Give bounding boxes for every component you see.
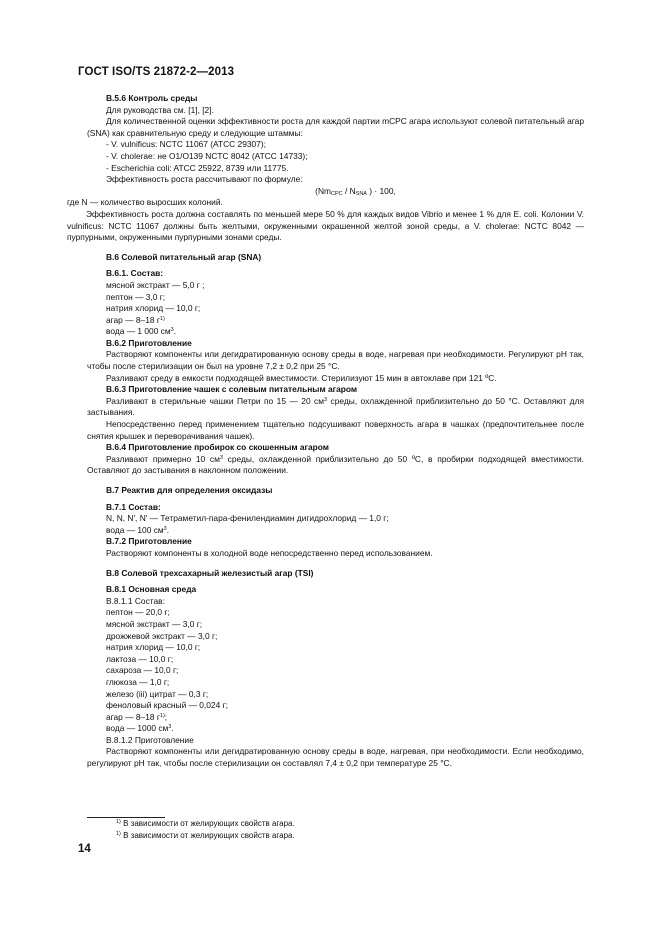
strain-item: - V. vulnificus: NCTC 11067 (ATCC 29307); [106, 139, 266, 150]
subsection-title: B.6.1. Состав: [106, 268, 164, 279]
paragraph: Разливают среду в емкости подходящей вместимости. Стерилизуют 15 мин в автоклаве при 121 ºС. [106, 372, 497, 383]
subsection-title: B.6.2 Приготовление [106, 337, 192, 348]
composition-item: дрожжевой экстракт — 3,0 г; [106, 630, 218, 641]
subsection-label: B.8.1.2 Приготовление [106, 734, 194, 745]
paragraph: Растворяют компоненты или дегидратированную основу среды в воде, нагревая, при необходимости. Если необходимо, регулируют рН так, чтобы после стерилизации он составлял 7,4 ± 0,2 при температуре 25 °С. [87, 746, 584, 769]
section-title-b7: B.7 Реактив для определения оксидазы [106, 485, 273, 495]
subsection-title: B.6.3 Приготовление чашек с солевым питательным агаром [106, 384, 358, 395]
section-title-b6: B.6 Солевой питательный агар (SNA) [106, 251, 262, 262]
subsection-title: B.6.4 Приготовление пробирок со скошенным агаром [106, 442, 329, 453]
subsection-title: B.7.1 Состав: [106, 501, 161, 512]
paragraph: Для количественной оценки эффективности роста для каждой партии mCPC агара используют солевой питательный агар (SNA) как сравнительную среду и следующие штаммы: [87, 116, 584, 138]
formula-explanation: где N — количество выросших колоний. [67, 197, 223, 208]
composition-item: феноловый красный — 0,024 г; [106, 700, 228, 711]
growth-formula: ($Nm_{CPC} / N_{SNA}$ ) · 100, [315, 185, 396, 197]
section-title-b56: B.5.6 Контроль среды [106, 93, 198, 103]
paragraph: Разливают в стерильные чашки Петри по 15 — 20 $см^3$ среды, охлажденной приблизительно до 50 °С. Оставляют для застывания. [87, 395, 584, 418]
paragraph: Растворяют компоненты или дегидратированную основу среды в воде, нагревая при необходимости. Регулируют рН так, чтобы после стерилизации он был на уровне 7,2 ± 0,2 при 25 °С. [87, 349, 584, 372]
composition-item: железо (iii) цитрат — 0,3 г; [106, 688, 209, 699]
subsection-title: B.7.2 Приготовление [106, 536, 192, 547]
strain-item: - V. cholerae: не О1/О139 NCTC 8042 (ATCC 14733); [106, 150, 308, 161]
subsection-title: B.8.1 Основная среда [106, 584, 197, 595]
page-content [67, 93, 584, 770]
subsection-label: B.8.1.1 Состав: [106, 595, 165, 606]
composition-item: пептон — 20,0 г; [106, 607, 170, 618]
composition-item: натрия хлорид — 10,0 г; [106, 303, 201, 314]
composition-item: вода — 1000 $см^3$. [106, 723, 174, 734]
composition-item: сахароза — 10,0 г; [106, 665, 179, 676]
page-number: 14 [78, 843, 91, 855]
composition-item: мясной экстракт — 3,0 г; [106, 618, 203, 629]
composition-item: агар — 8–18 $г^{1)}$ [106, 314, 165, 325]
composition-item: вода — 100 $см^3$. [106, 524, 170, 535]
standard-header: ГОСТ ISO/TS 21872-2—2013 [78, 66, 235, 78]
paragraph: Непосредственно перед применением тщательно подсушивают поверхность агара в чашках (предпочтительнее после снятия крышек и переворачивания чашек). [87, 419, 584, 441]
composition-item: глюкоза — 1,0 г; [106, 676, 170, 687]
composition-item: N, N, N', N' — Тетраметил-пара-фенилендиамин дигидрохлорид — 1,0 г; [106, 513, 389, 524]
footnote-separator [87, 817, 165, 818]
footnote: $^{1)}$ В зависимости от желирующих свойств агара. [116, 819, 295, 828]
paragraph: Разливают примерно 10 $см^3$ среды, охлажденной приблизительно до 50 ºС, в пробирки подходящей вместимости. Оставляют до застывания в наклонном положении. [87, 453, 584, 476]
paragraph: Для руководства см. [1], [2]. [106, 104, 214, 115]
strain-item: - Escherichia coli: ATCC 25922, 8739 или 11775. [106, 162, 289, 173]
composition-item: мясной экстракт — 5,0 г ; [106, 279, 205, 290]
paragraph: Эффективность роста должна составлять по меньшей мере 50 % для каждых видов Vibrio и менее 1 % для E. coli. Колонии V. vulnificus: NCTC 11067 должны быть желтыми, окруженными окрашенной желтой зоной среды, а V. cholerae: NCTC 8042 — пурпурными, окруженными пурпурными зонами среды. [67, 208, 584, 243]
paragraph: Растворяют компоненты в холодной воде непосредственно перед использованием. [106, 547, 433, 558]
composition-item: агар — 8–18 $г^{1)}$; [106, 711, 168, 722]
paragraph: Эффективность роста рассчитывают по формуле: [106, 174, 303, 185]
composition-item: вода — 1 000 $см^3$. [106, 326, 177, 337]
composition-item: лактоза — 10,0 г; [106, 653, 174, 664]
composition-item: пептон — 3,0 г; [106, 291, 166, 302]
footnote: $^{1)}$ В зависимости от желирующих свойств агара. [116, 831, 295, 840]
section-title-b8: B.8 Солевой трехсахарный железистый агар (TSI) [106, 567, 314, 578]
composition-item: натрия хлорид — 10,0 г; [106, 642, 201, 653]
